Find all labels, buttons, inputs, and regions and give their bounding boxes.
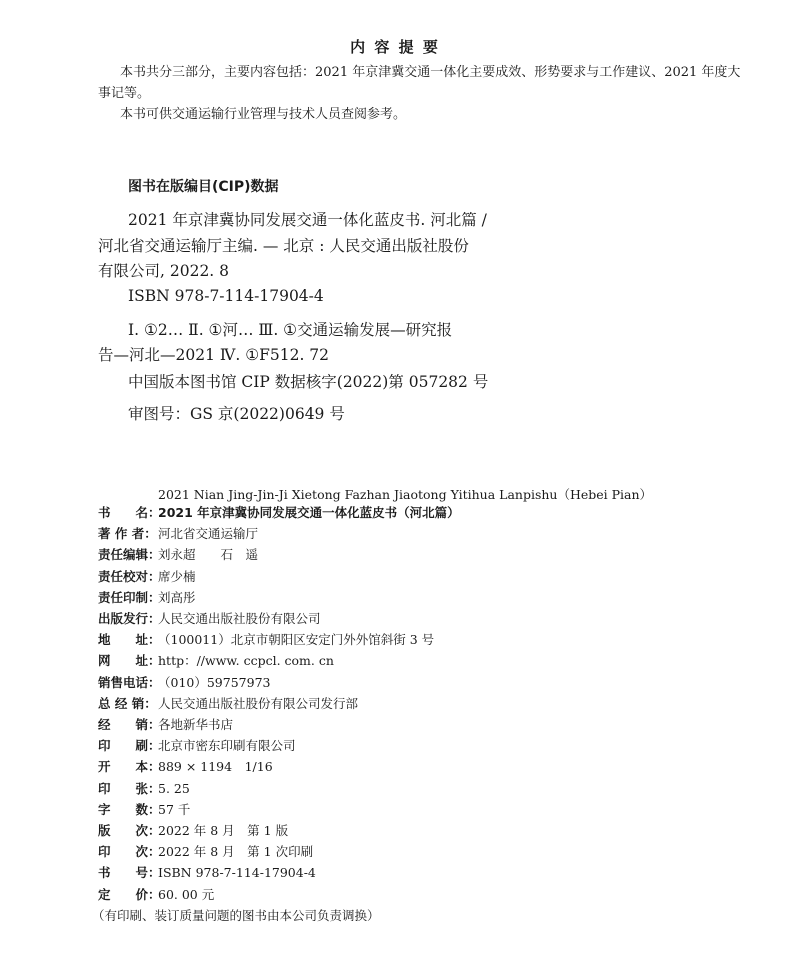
colophon-row bbox=[98, 696, 358, 712]
review-number: 审图号：GS 京(2022)0649 号 bbox=[128, 405, 345, 423]
colophon-row bbox=[98, 547, 258, 563]
cip-classification-line-2: 告—河北—2021 Ⅳ. ①F512. 72 bbox=[98, 346, 330, 364]
cip-line-2: 河北省交通运输厅主编. — 北京 : 人民交通出版社股份 bbox=[98, 237, 469, 255]
cip-line-1: 2021 年京津冀协同发展交通一体化蓝皮书. 河北篇 / bbox=[128, 211, 487, 229]
colophon-row bbox=[98, 505, 460, 521]
colophon-row bbox=[98, 887, 214, 903]
cip-number: 中国版本图书馆 CIP 数据核字(2022)第 057282 号 bbox=[128, 373, 489, 391]
cip-classification-line-1: Ⅰ. ①2… Ⅱ. ①河… Ⅲ. ①交通运输发展—研究报 bbox=[128, 321, 453, 339]
colophon-row-value: 北京市密东印刷有限公司 bbox=[158, 738, 296, 754]
colophon-row-label: 网 址： bbox=[98, 653, 161, 669]
colophon-row-label: 版 次： bbox=[98, 823, 161, 838]
colophon-row-value: 57 千 bbox=[158, 801, 191, 817]
colophon-row-value: http：//www. ccpcl. com. cn bbox=[158, 653, 334, 669]
colophon-row-value: 河北省交通运输厅 bbox=[158, 526, 259, 542]
colophon-row bbox=[98, 632, 434, 648]
colophon-row-value: 2021 年京津冀协同发展交通一体化蓝皮书（河北篇） bbox=[158, 505, 460, 520]
colophon-row bbox=[98, 611, 321, 627]
colophon-row-label: 定 价： bbox=[98, 886, 161, 902]
colophon-row bbox=[98, 823, 288, 839]
colophon-row-label: 书 名： bbox=[98, 505, 161, 520]
colophon-row bbox=[98, 844, 313, 860]
colophon-row bbox=[98, 759, 273, 775]
colophon-row bbox=[98, 738, 296, 754]
colophon-row bbox=[98, 569, 196, 585]
colophon-row-value: 60. 00 元 bbox=[158, 886, 215, 902]
colophon-row-label: 书 号： bbox=[98, 865, 161, 881]
colophon-row-label: 开 本： bbox=[98, 759, 161, 775]
cip-line-3: 有限公司, 2022. 8 bbox=[98, 262, 230, 280]
cip-heading: 图书在版编目(CIP)数据 bbox=[128, 179, 279, 195]
colophon-row bbox=[98, 865, 316, 881]
colophon-row-value: 5. 25 bbox=[158, 780, 190, 796]
colophon-row-value: 2022 年 8 月 第 1 版 bbox=[158, 823, 289, 838]
colophon-row-value: 2022 年 8 月 第 1 次印刷 bbox=[158, 844, 314, 860]
summary-paragraph-1-line-2: 事记等。 bbox=[98, 86, 151, 101]
colophon-row-label: 字 数： bbox=[98, 801, 161, 817]
colophon-row-value: ISBN 978-7-114-17904-4 bbox=[158, 865, 316, 881]
colophon-row bbox=[98, 653, 334, 669]
colophon-row-value: 人民交通出版社股份有限公司 bbox=[158, 611, 321, 626]
cip-isbn: ISBN 978-7-114-17904-4 bbox=[128, 287, 324, 305]
colophon-row-label: 总 经 销： bbox=[98, 695, 157, 711]
pinyin-title: 2021 Nian Jing-Jin-Ji Xietong Fazhan Jiaotong Yitihua Lanpishu（Hebei Pian） bbox=[158, 487, 653, 502]
colophon-row-label: 出版发行： bbox=[98, 611, 161, 626]
colophon-row-label: 经 销： bbox=[98, 717, 161, 732]
colophon-row bbox=[98, 675, 270, 691]
colophon-row bbox=[98, 802, 190, 818]
colophon-row bbox=[98, 717, 233, 733]
colophon-footnote: （有印刷、装订质量问题的图书由本公司负责调换） bbox=[92, 908, 380, 923]
colophon-row bbox=[98, 781, 190, 797]
colophon-row-value: 席少楠 bbox=[158, 568, 196, 584]
colophon-row-value: 刘永超 石 遥 bbox=[158, 547, 259, 563]
colophon-row-label: 销售电话： bbox=[98, 674, 161, 690]
colophon-row-value: 刘高彤 bbox=[158, 589, 196, 605]
summary-paragraph-1-line-1: 本书共分三部分，主要内容包括：2021 年京津冀交通一体化主要成效、形势要求与工作建议、2021 年度大 bbox=[120, 65, 741, 80]
colophon-row-label: 印 次： bbox=[98, 844, 161, 860]
colophon-row bbox=[98, 526, 258, 542]
colophon-row-value: （010）59757973 bbox=[158, 674, 271, 690]
colophon-row-label: 责任校对： bbox=[98, 568, 161, 584]
colophon-row-value: 889 × 1194 1/16 bbox=[158, 759, 273, 775]
colophon-row-label: 责任印制： bbox=[98, 589, 161, 605]
colophon-row-label: 责任编辑： bbox=[98, 547, 161, 563]
colophon-row-label: 著 作 者： bbox=[98, 526, 157, 542]
colophon-row-label: 印 张： bbox=[98, 780, 161, 796]
colophon-row bbox=[98, 590, 196, 606]
colophon-row-value: （100011）北京市朝阳区安定门外外馆斜街 3 号 bbox=[158, 632, 435, 648]
colophon-row-value: 人民交通出版社股份有限公司发行部 bbox=[158, 695, 359, 711]
summary-title: 内 容 提 要 bbox=[350, 38, 440, 56]
summary-paragraph-2: 本书可供交通运输行业管理与技术人员查阅参考。 bbox=[120, 107, 407, 122]
colophon-row-label: 地 址： bbox=[98, 632, 161, 648]
colophon-row-label: 印 刷： bbox=[98, 738, 161, 754]
colophon-row-value: 各地新华书店 bbox=[158, 717, 234, 732]
